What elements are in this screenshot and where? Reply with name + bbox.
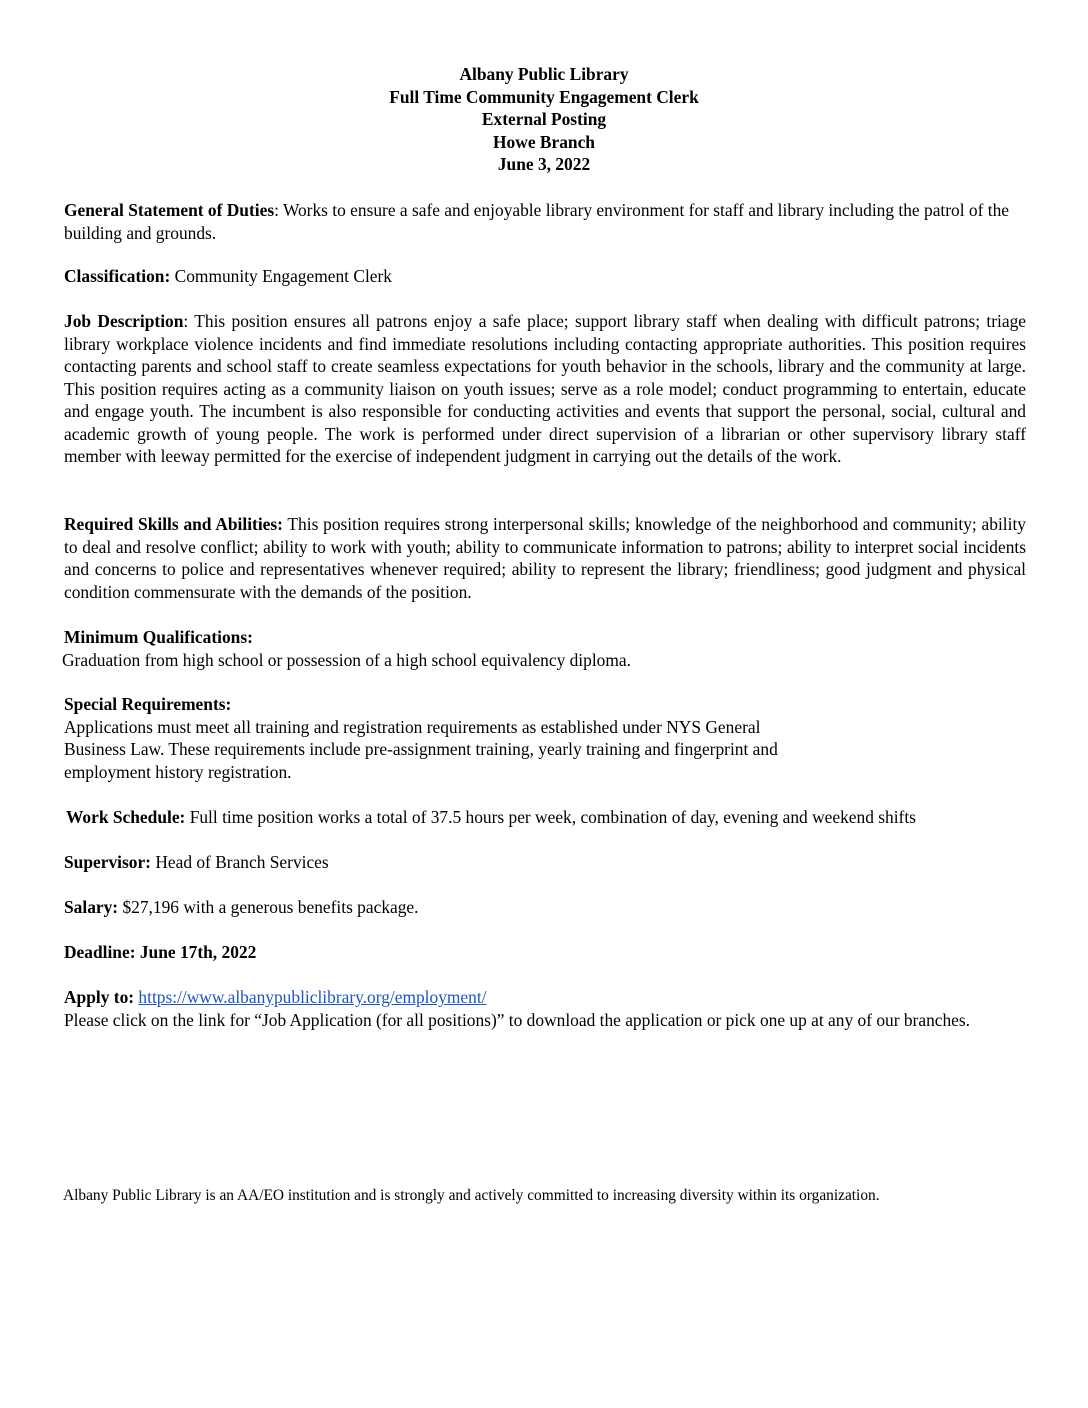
- apply-label: Apply to:: [64, 987, 135, 1007]
- position-title: Full Time Community Engagement Clerk: [389, 86, 699, 107]
- supervisor-section: [64, 851, 1026, 874]
- posting-type: External Posting: [481, 109, 607, 129]
- special-requirements-line: Business Law. These requirements include pre-assignment training, yearly training and fingerprint and: [64, 739, 778, 759]
- deadline-section: [64, 941, 1026, 964]
- branch-name: Howe Branch: [493, 131, 595, 152]
- classification-text: Community Engagement Clerk: [170, 266, 392, 286]
- classification-label: Classification:: [64, 266, 171, 286]
- apply-instructions: Please click on the link for “Job Application (for all positions)” to download the application or pick one up at any of our branches.: [64, 1009, 971, 1030]
- classification-section: [64, 265, 1026, 288]
- work-schedule-text: Full time position works a total of 37.5 hours per week, combination of day, evening and weekend shifts: [185, 807, 916, 827]
- general-statement-section: [64, 199, 1026, 244]
- job-description-label: Job Description: [64, 311, 184, 331]
- skills-section: [64, 513, 1026, 603]
- job-description-text: : This position ensures all patrons enjoy a safe place; support library staff when dealing with difficult patrons; triage library workplace violence incidents and find immediate resolutions including contacting appropriate authorities. This position requires contacting parents and school staff to create seamless expectations for youth behavior in the schools, library and the community at large. This position requires acting as a community liaison on youth issues; serve as a role model; conduct programming to entertain, educate and engage youth. The incumbent is also responsible for conducting activities and events that support the personal, social, cultural and academic growth of young people. The work is performed under direct supervision of a librarian or other supervisory library staff member with leeway permitted for the exercise of independent judgment in carrying out the details of the work.: [64, 311, 1026, 466]
- salary-section: [64, 896, 1026, 919]
- special-requirements-section: [64, 693, 1026, 783]
- equal-opportunity-statement: Albany Public Library is an AA/EO institution and is strongly and actively committed to increasing diversity within its organization.: [63, 1187, 880, 1204]
- supervisor-label: Supervisor:: [64, 852, 151, 872]
- skills-text: This position requires strong interpersonal skills; knowledge of the neighborhood and community; ability to deal and resolve conflict; ability to work with youth; ability to communicate information to patrons; ability to interpret social incidents and concerns to police and representatives whenever required; ability to represent the library; friendliness; good judgment and physical condition commensurate with the demands of the position.: [64, 514, 1026, 602]
- employment-link[interactable]: https://www.albanypubliclibrary.org/employment/: [138, 987, 487, 1007]
- minimum-qualifications-label: Minimum Qualifications:: [64, 627, 253, 647]
- special-requirements-line: employment history registration.: [64, 761, 292, 782]
- minimum-qualifications-section: [64, 626, 1026, 671]
- special-requirements-label: Special Requirements:: [64, 694, 232, 714]
- apply-section: [64, 986, 1026, 1031]
- salary-label: Salary:: [64, 897, 119, 917]
- salary-text: $27,196 with a generous benefits package.: [118, 897, 419, 917]
- work-schedule-section: [66, 806, 1056, 829]
- skills-label: Required Skills and Abilities:: [64, 514, 283, 534]
- general-statement-label: General Statement of Duties: [64, 200, 275, 220]
- job-description-section: [64, 310, 1026, 468]
- supervisor-text: Head of Branch Services: [150, 852, 329, 872]
- work-schedule-label: Work Schedule:: [66, 807, 186, 827]
- special-requirements-line: Applications must meet all training and registration requirements as established under NYS General: [64, 716, 761, 737]
- general-statement-text: : Works to ensure a safe and enjoyable library environment for staff and library including the patrol of the building and grounds.: [64, 200, 1009, 243]
- deadline-label: Deadline: June 17th, 2022: [64, 942, 257, 962]
- library-name: Albany Public Library: [459, 64, 629, 84]
- document-header: [0, 63, 1088, 176]
- minimum-qualifications-text: Graduation from high school or possession of a high school equivalency diploma.: [62, 649, 631, 670]
- posting-date: June 3, 2022: [497, 154, 591, 174]
